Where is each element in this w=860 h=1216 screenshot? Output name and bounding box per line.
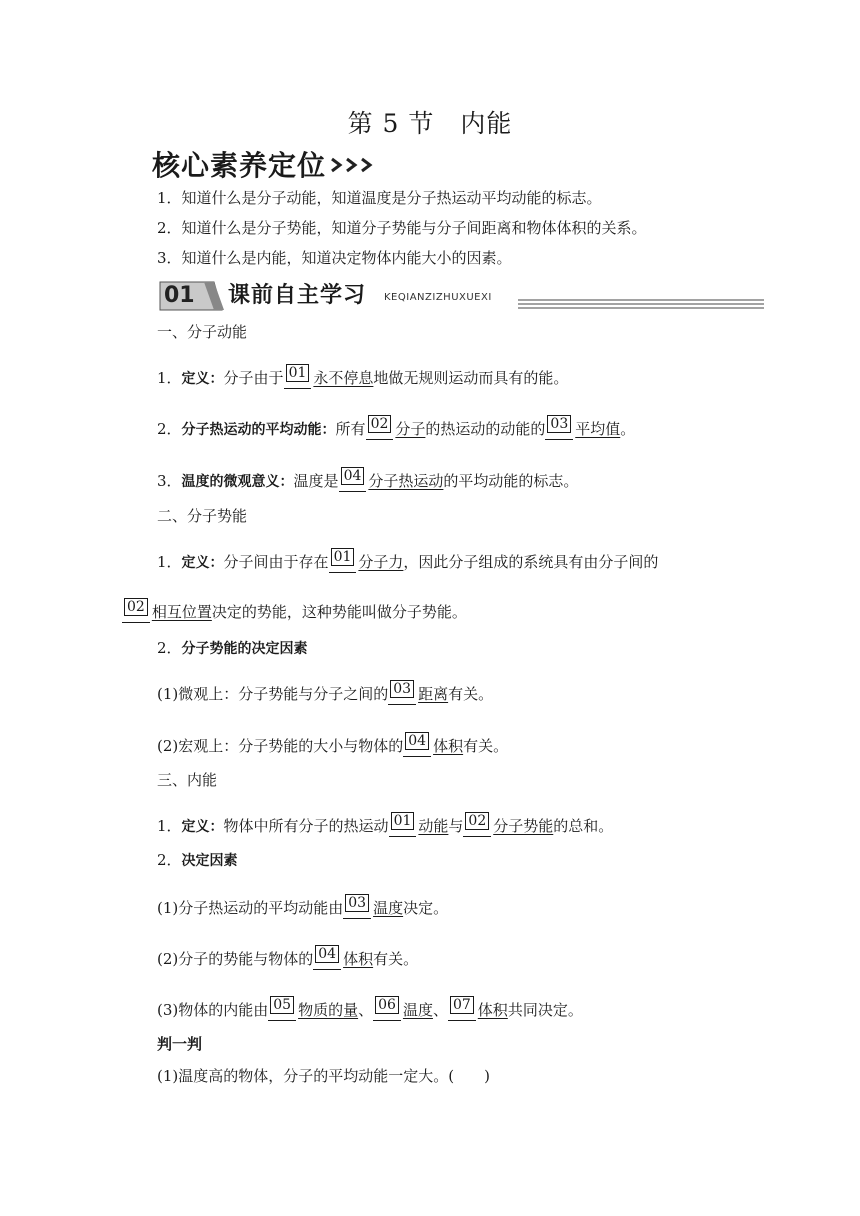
text: 有关。 [463,737,509,755]
s2-item2 [157,638,308,659]
s3-sub2 [157,946,419,970]
text: 有关。 [373,950,419,968]
blank-number: 03 [547,415,571,433]
blank-number: 03 [390,680,414,698]
blank [388,681,416,705]
blank-number: 04 [341,467,365,485]
s1-item2 [157,416,636,440]
s2-item1-cont [122,599,467,623]
section-banner [158,280,764,314]
core-item-1: 1．知道什么是分子动能，知道温度是分子热运动平均动能的标志。 [157,189,602,207]
answer: 体积 [477,1001,508,1019]
banner-subtitle: KEQIANZIZHUXUEXI [384,292,492,303]
section1-heading: 一、分子动能 [157,323,248,341]
item-number: 3． [157,472,182,490]
item-label: 定义： [181,371,224,387]
blank [366,416,394,440]
blank-number: 07 [450,996,474,1014]
answer: 体积 [343,950,374,968]
text: 所有 [335,420,366,438]
blank [403,733,431,757]
banner-number: 01 [164,283,195,308]
judge-heading: 判一判 [157,1035,203,1053]
blank [373,997,401,1021]
triple-chevron-icon [330,153,378,175]
text: (2)分子的势能与物体的 [157,950,314,968]
text: (3)物体的内能由 [157,1001,269,1019]
answer: 相互位置 [151,603,212,621]
item-number: 2． [157,420,182,438]
answer: 分子热运动 [368,472,444,490]
banner-title: 课前自主学习 [228,283,367,308]
core-item-2: 2．知道什么是分子势能，知道分子势能与分子间距离和物体体积的关系。 [157,219,647,237]
s1-item1 [157,365,569,389]
blank-number: 01 [391,812,415,830]
text: (1)分子热运动的平均动能由 [157,899,344,917]
blank [389,813,417,837]
s2-item1 [157,549,659,573]
blank-number: 03 [345,894,369,912]
s2-sub2 [157,733,509,757]
blank [463,813,491,837]
text: 的热运动的动能的 [425,420,546,438]
s1-item3 [157,468,579,492]
item-label: 分子势能的决定因素 [181,641,308,657]
answer: 动能 [418,817,449,835]
text: 共同决定。 [507,1001,583,1019]
item-label: 定义： [181,819,224,835]
blank-number: 02 [124,598,148,616]
blank [313,946,341,970]
blank [284,365,312,389]
item-number: 2． [157,851,182,869]
blank [545,416,573,440]
text: 有关。 [448,685,494,703]
text: 。 [620,420,636,438]
blank-number: 02 [368,415,392,433]
text: 分子由于 [223,369,284,387]
item-number: 1． [157,553,182,571]
page-title: 第 5 节 内能 [347,109,513,138]
answer: 物质的量 [298,1001,359,1019]
item-label: 温度的微观意义： [181,474,294,490]
s3-item1 [157,813,614,837]
blank [343,895,371,919]
text: 决定的势能，这种势能叫做分子势能。 [211,603,467,621]
text: 、 [358,1001,374,1019]
answer: 平均值 [575,420,621,438]
text: 温度是 [293,472,339,490]
section2-heading: 二、分子势能 [157,507,248,525]
judge-item-1: (1)温度高的物体，分子的平均动能一定大。( ) [157,1067,490,1085]
section3-heading: 三、内能 [157,771,218,789]
answer: 分子势能 [493,817,554,835]
answer: 距离 [418,685,449,703]
blank-number: 01 [331,548,355,566]
text: 的总和。 [553,817,614,835]
blank-number: 05 [270,996,294,1014]
text: 决定。 [403,899,449,917]
blank [339,468,367,492]
item-number: 2． [157,639,182,657]
answer: 分子 [395,420,426,438]
blank-number: 02 [465,812,489,830]
blank [268,997,296,1021]
answer: 体积 [433,737,464,755]
text: 分子间由于存在 [223,553,329,571]
blank-number: 04 [405,732,429,750]
s3-item2 [157,850,238,871]
item-label: 决定因素 [181,853,238,869]
blank [122,599,150,623]
answer: 永不停息 [313,369,374,387]
text: 地做无规则运动而具有的能。 [373,369,569,387]
s3-sub3 [157,997,583,1021]
blank-number: 06 [375,996,399,1014]
text: ，因此分子组成的系统具有由分子间的 [403,553,659,571]
item-number: 1． [157,369,182,387]
item-label: 分子热运动的平均动能： [181,422,336,438]
core-literacy-title: 核心素养定位 [152,149,327,182]
text: 的平均动能的标志。 [443,472,579,490]
blank-number: 04 [315,945,339,963]
blank-number: 01 [286,364,310,382]
text: 物体中所有分子的热运动 [223,817,389,835]
s3-sub1 [157,895,449,919]
s2-sub1 [157,681,494,705]
item-number: 1． [157,817,182,835]
text: 、 [432,1001,448,1019]
core-item-3: 3．知道什么是内能，知道决定物体内能大小的因素。 [157,249,512,267]
answer: 分子力 [358,553,404,571]
blank [448,997,476,1021]
blank [329,549,357,573]
text: (1)微观上：分子势能与分子之间的 [157,685,389,703]
item-label: 定义： [181,555,224,571]
core-literacy-heading [152,144,378,184]
answer: 温度 [373,899,404,917]
answer: 温度 [402,1001,433,1019]
text: 与 [448,817,464,835]
text: (2)宏观上：分子势能的大小与物体的 [157,737,404,755]
